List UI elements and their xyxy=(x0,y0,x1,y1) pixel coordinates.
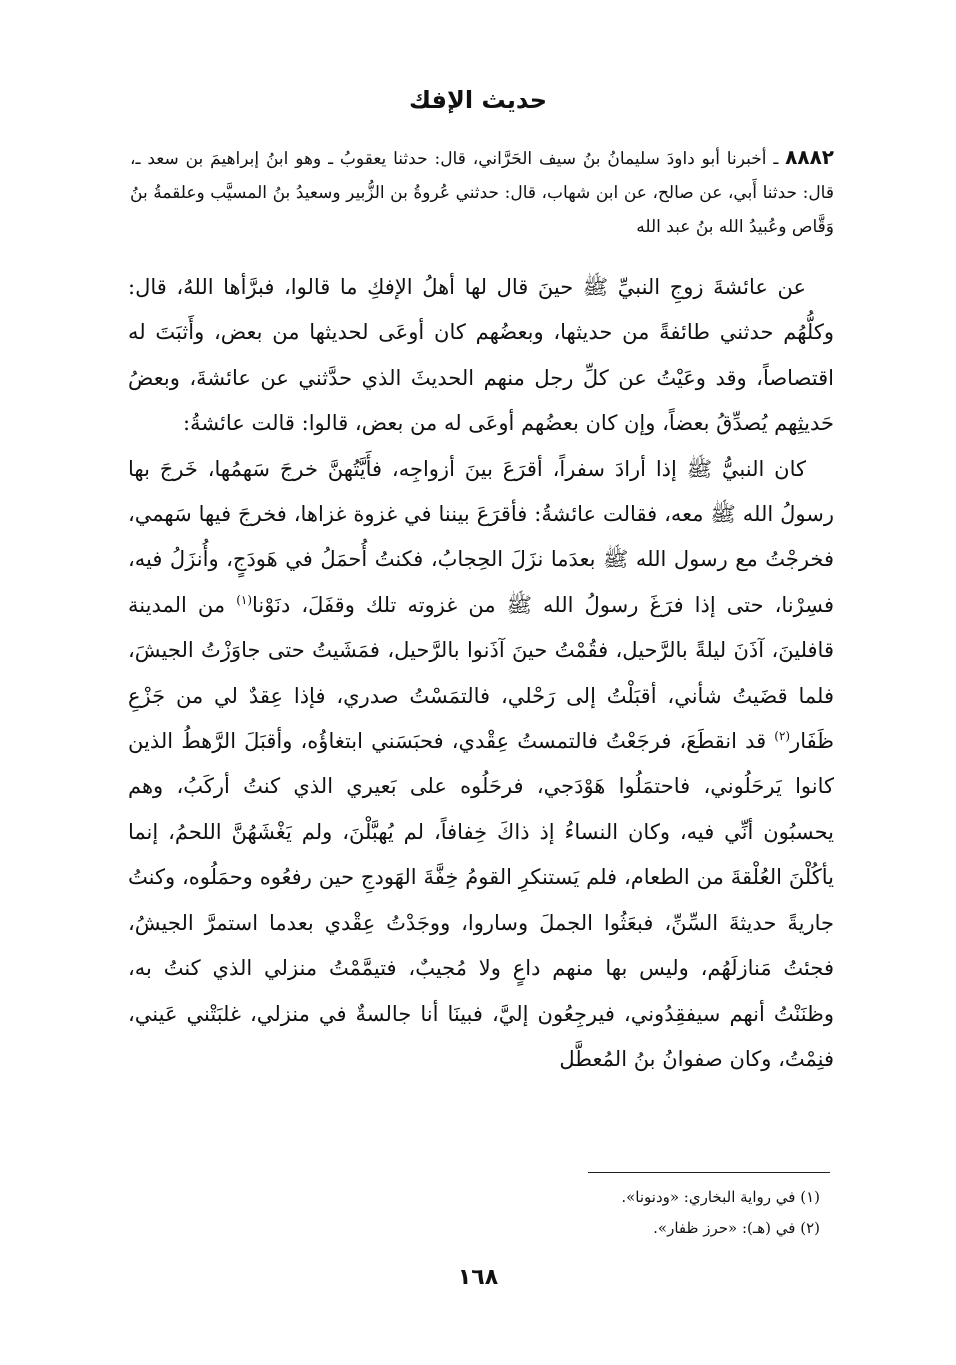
hadith-body xyxy=(128,265,834,1082)
footnote-1: (١) في رواية البخاري: «ودنونا». xyxy=(621,1188,820,1206)
hadith-paragraph-1: عن عائشةَ زوجِ النبيِّ ﷺ حينَ قال لها أهلُ الإفكِ ما قالوا، فبرَّأها اللهُ، قال: وكلُّهُم حدثني طائفةً من حديثها، وبعضُهم كان أوعَى لحديثها من بعض، وأَثبَتَ له اقتصاصاً، وقد وعَيْتُ عن كلِّ رجل منهم الحديثَ الذي حدَّثني عن عائشةَ، وبعضُ حَديثِهم يُصدِّقُ بعضاً، وإن كان بعضُهم أوعَى له من بعض، قالوا: قالت عائشةُ: xyxy=(128,275,834,436)
page-number: ١٦٨ xyxy=(457,1265,499,1290)
isnad-text: ـ أخبرنا أبو داودَ سليمانُ بنُ سيف الحَرَّاني، قال: حدثنا يعقوبُ ـ وهو ابنُ إبراهيمَ بن سعد ـ، قال: حدثنا أَبي، عن صالح، عن ابن شهاب، قال: حدثني عُروةُ بن الزُّبير وسعيدُ بنُ المسيَّب وعلقمةُ بنُ وَقَّاص وعُبيدُ الله بنُ عبد الله xyxy=(130,149,834,237)
paragraph-2-part-a: كان النبيُّ ﷺ إذا أرادَ سفراً، أقرَعَ بينَ أزواجِه، فأَيَّتُهنَّ خرجَ سَهمُها، خَرجَ بها رسولُ الله ﷺ معه، فقالت عائشةُ: فأقرَعَ بيننا في غزوة غزاها، فخرجَ فيها سَهمي، فخرجْتُ مع رسول الله ﷺ بعدَما نزَلَ الحِجابُ، فكنتُ أُحمَلُ في هَودَجٍ، وأُنزَلُ فيه، فسِرْنا، حتى إذا فرَغَ رسولُ الله ﷺ من غزوته تلك وقفَلَ، دنَوْنا xyxy=(128,456,834,617)
footnote-2: (٢) في (هـ): «حرز ظفار». xyxy=(653,1219,820,1237)
paragraph-2-part-c: قد انقطَعَ، فرجَعْتُ فالتمستُ عِقْدي، فحبَسَني ابتغاؤُه، وأقبَلَ الرَّهطُ الذين كانوا يَرحَلُوني، فاحتمَلُوا هَوْدَجي، فرحَلُوه على بَعيري الذي كنتُ أركَبُ، وهم يحسبُون أنِّي فيه، وكان النساءُ إذ ذاكَ خِفافاً، لم يُهبَّلْنَ، ولم يَغْشَهُنَّ اللحمُ، إنما يأكُلْنَ العُلْقةَ من الطعام، فلم يَستنكرِ القومُ خِفَّةَ الهَودجِ حين رفعُوه وحمَلُوه، وكنتُ جاريةً حديثةَ السِّنِّ، فبعَثُوا الجملَ وساروا، ووجَدْتُ عِقْدي بعدما استمرَّ الجيشُ، فجئتُ مَنازلَهُم، وليس بها منهم داعٍ ولا مُجيبٌ، فتيمَّمْتُ منزلي الذي كنتُ به، وظنَنْتُ أنهم سيفقِدُوني، فيرجِعُون إليَّ، فبينَا أنا جالسةٌ في منزلي، غلبَتْني عَيني، فنِمْتُ، وكان صفوانُ بنُ المُعطَّل xyxy=(128,729,834,1071)
footnote-1-marker: (١) xyxy=(236,592,253,607)
hadith-number: ٨٨٨٢ xyxy=(785,145,834,169)
footnotes xyxy=(320,1182,820,1244)
paragraph-2-part-b: من المدينة قافلينَ، آذَنَ ليلةً بالرَّحيل، فقُمْتُ حينَ آذَنوا بالرَّحيل، فمَشَيتُ حتى جاوَزْتُ الجيشَ، فلما قضَيتُ شأني، أقبَلْتُ إلى رَحْلي، فالتمَسْتُ صدري، فإذا عِقدٌ لي من جَزْعِ ظَفَار xyxy=(128,592,834,754)
footnote-divider xyxy=(588,1172,830,1173)
page-title: حديث الإفك xyxy=(408,86,548,114)
isnad-chain xyxy=(130,140,834,244)
footnote-2-marker: (٢) xyxy=(774,729,791,744)
hadith-paragraph-2 xyxy=(128,447,834,1083)
